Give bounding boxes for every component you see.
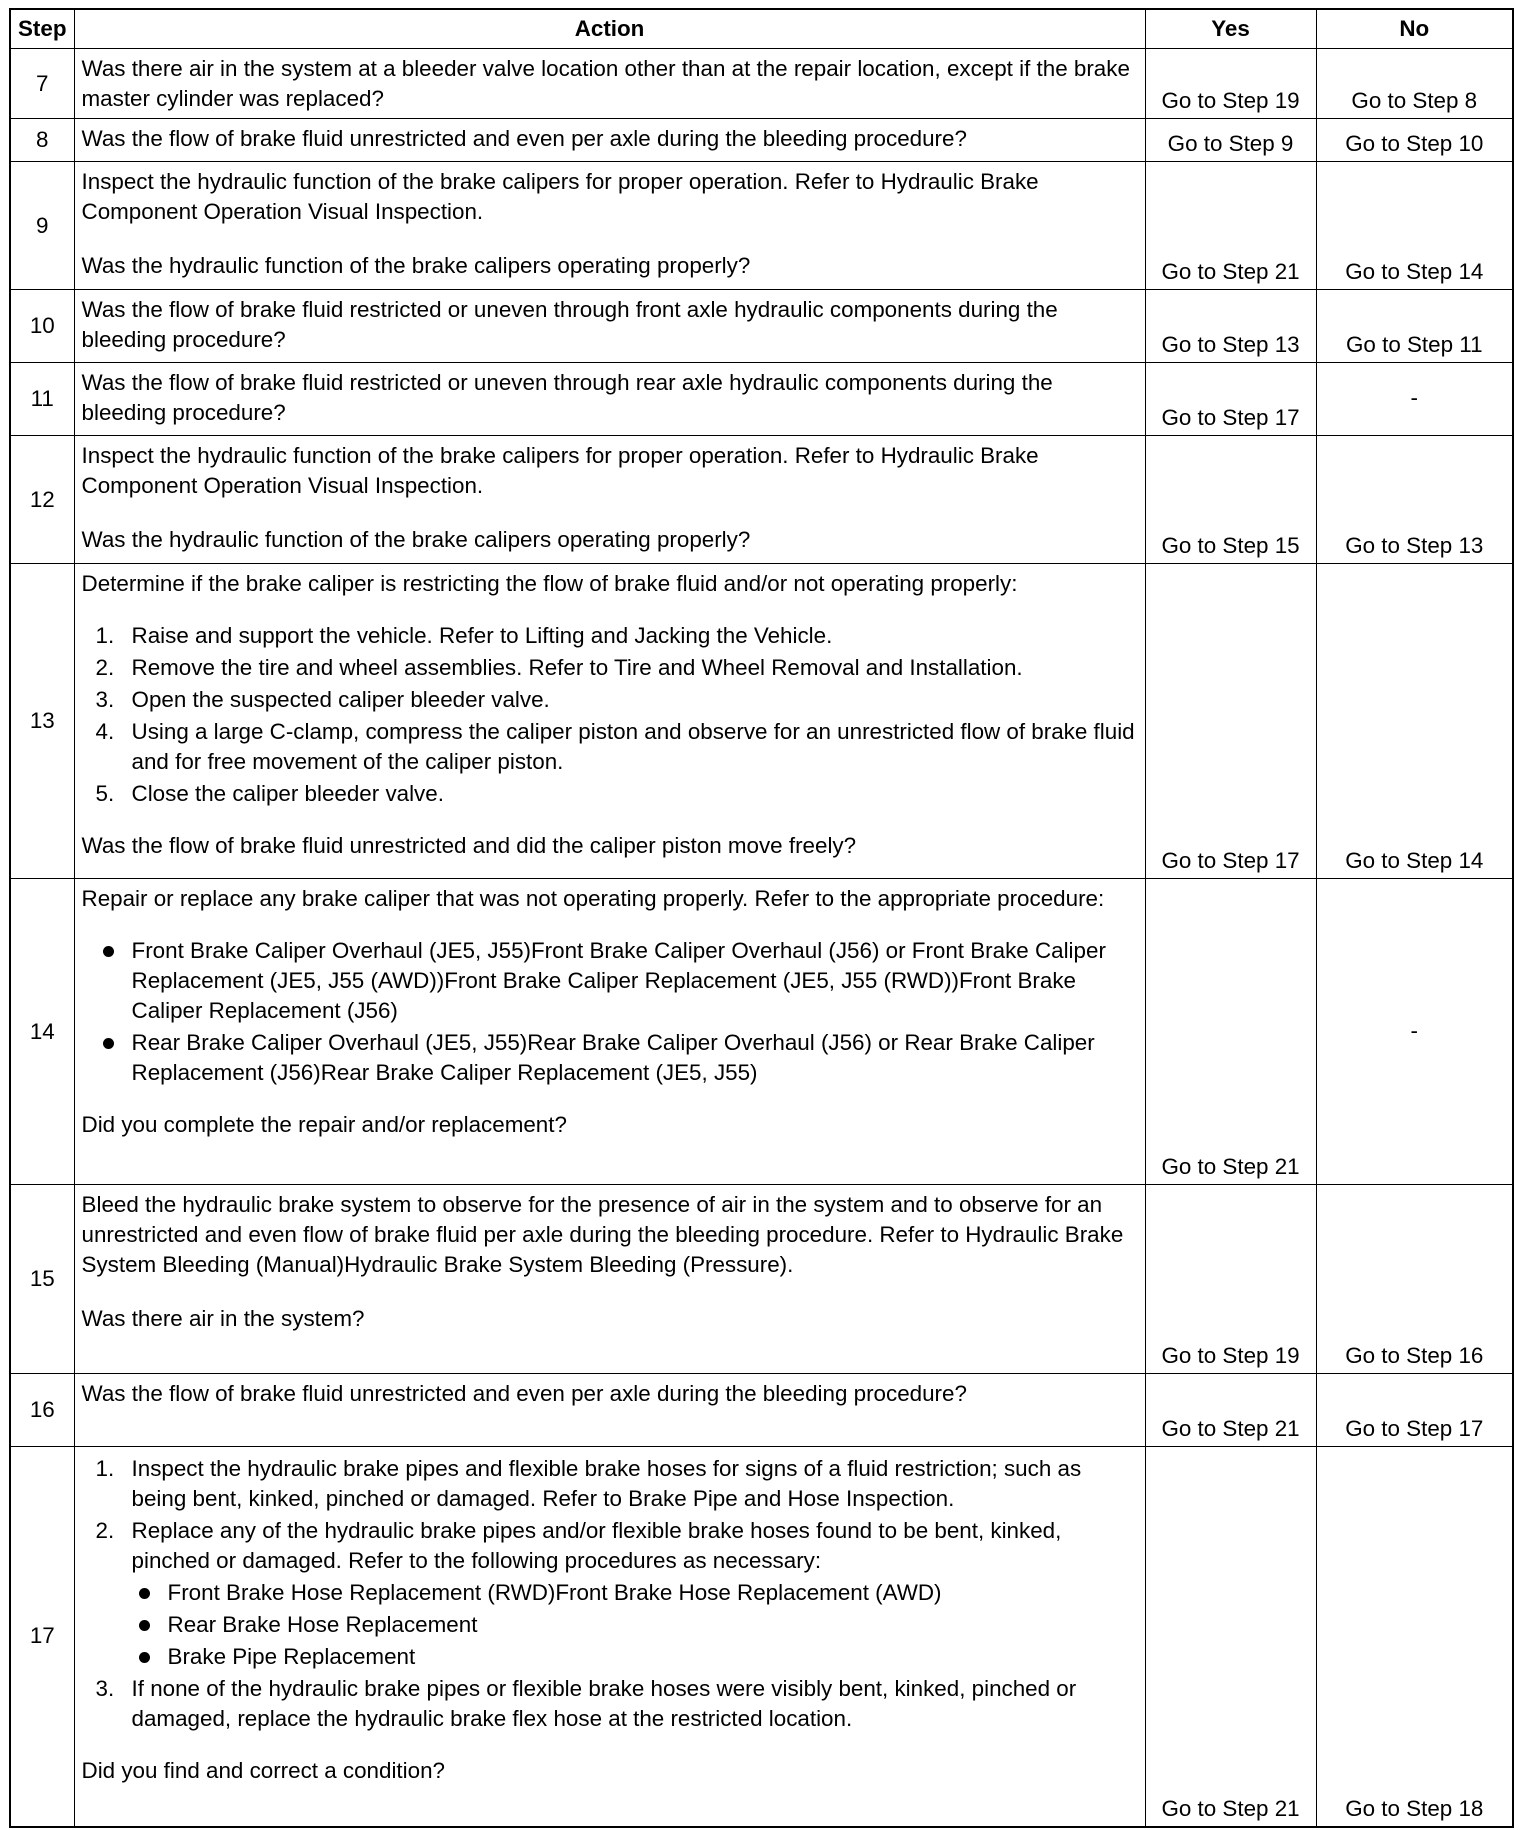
procedure-step: Close the caliper bleeder valve. [131,781,444,806]
no-cell: Go to Step 11 [1316,290,1513,363]
header-step: Step [10,9,74,49]
action-cell [74,564,1145,879]
procedure-bullet: Rear Brake Caliper Overhaul (JE5, J55)Rear Brake Caliper Overhaul (J56) or Rear Brake Caliper Replacement (J56)Rear Brake Caliper Replacement (JE5, J55) [82,1028,1138,1088]
no-cell: - [1316,879,1513,1185]
procedure-list [82,1454,1138,1734]
table-row [10,1374,1513,1447]
procedure-step: Raise and support the vehicle. Refer to Lifting and Jacking the Vehicle. [131,623,833,648]
question: Was the flow of brake fluid unrestricted and did the caliper piston move freely? [81,833,857,858]
no-cell: - [1316,363,1513,436]
step-number: 17 [10,1447,74,1827]
header-row [10,9,1513,49]
yes-cell: Go to Step 17 [1145,363,1316,436]
table-row [10,879,1513,1185]
yes-cell: Go to Step 21 [1145,1374,1316,1447]
yes-cell: Go to Step 13 [1145,290,1316,363]
procedure-bullet: Front Brake Caliper Overhaul (JE5, J55)Front Brake Caliper Overhaul (J56) or Front Brake Caliper Replacement (JE5, J55 (AWD))Front Brake Caliper Replacement (JE5, J55 (RWD))Front Brake Caliper Replacement (J56) [82,936,1138,1026]
question: Was there air in the system at a bleeder valve location other than at the repair location, except if the brake master cylinder was replaced? [81,56,1130,111]
step-number: 7 [10,49,74,119]
procedure-sub-bullet: Brake Pipe Replacement [132,1642,1138,1672]
step-number: 10 [10,290,74,363]
question: Was there air in the system? [81,1306,365,1331]
action-cell [74,363,1145,436]
table-row [10,1447,1513,1827]
procedure-step: Remove the tire and wheel assemblies. Refer to Tire and Wheel Removal and Installation. [131,655,1023,680]
yes-cell: Go to Step 21 [1145,162,1316,290]
step-number: 9 [10,162,74,290]
no-cell: Go to Step 13 [1316,436,1513,564]
action-cell [74,1374,1145,1447]
instruction: Repair or replace any brake caliper that was not operating properly. Refer to the appropriate procedure: [81,886,1105,911]
yes-cell: Go to Step 19 [1145,49,1316,119]
table-row [10,1185,1513,1374]
diagnostic-table [9,8,1514,1828]
no-cell: Go to Step 10 [1316,119,1513,162]
yes-cell: Go to Step 9 [1145,119,1316,162]
action-cell [74,290,1145,363]
no-cell: Go to Step 16 [1316,1185,1513,1374]
question: Was the hydraulic function of the brake calipers operating properly? [81,253,751,278]
procedure-step: Inspect the hydraulic brake pipes and flexible brake hoses for signs of a fluid restriction; such as being bent, kinked, pinched or damaged. Refer to Brake Pipe and Hose Inspection. [131,1456,1082,1511]
step-number: 14 [10,879,74,1185]
step-number: 8 [10,119,74,162]
instruction: Inspect the hydraulic function of the brake calipers for proper operation. Refer to Hydraulic Brake Component Operation Visual Inspection. [81,443,1039,498]
header-yes: Yes [1145,9,1316,49]
question: Was the flow of brake fluid restricted or uneven through front axle hydraulic components during the bleeding procedure? [81,297,1058,352]
no-cell: Go to Step 18 [1316,1447,1513,1827]
question: Was the flow of brake fluid unrestricted and even per axle during the bleeding procedure? [81,126,967,151]
question: Was the flow of brake fluid restricted or uneven through rear axle hydraulic components during the bleeding procedure? [81,370,1053,425]
procedure-sub-bullets [132,1578,1138,1672]
procedure-list [82,621,1138,809]
table-row [10,436,1513,564]
table-row [10,564,1513,879]
step-number: 12 [10,436,74,564]
no-cell: Go to Step 14 [1316,162,1513,290]
instruction: Inspect the hydraulic function of the brake calipers for proper operation. Refer to Hydraulic Brake Component Operation Visual Inspection. [81,169,1039,224]
yes-cell: Go to Step 21 [1145,879,1316,1185]
no-cell: Go to Step 8 [1316,49,1513,119]
table-row [10,363,1513,436]
yes-cell: Go to Step 19 [1145,1185,1316,1374]
action-cell [74,879,1145,1185]
question: Did you complete the repair and/or replacement? [81,1112,567,1137]
header-no: No [1316,9,1513,49]
procedure-step: Using a large C-clamp, compress the caliper piston and observe for an unrestricted flow of brake fluid and for free movement of the caliper piston. [131,719,1135,774]
question: Was the flow of brake fluid unrestricted and even per axle during the bleeding procedure? [81,1381,967,1406]
procedure-sub-bullet: Front Brake Hose Replacement (RWD)Front Brake Hose Replacement (AWD) [132,1578,1138,1608]
action-cell [74,49,1145,119]
question: Did you find and correct a condition? [81,1758,445,1783]
question: Was the hydraulic function of the brake calipers operating properly? [81,527,751,552]
table-row [10,49,1513,119]
step-number: 15 [10,1185,74,1374]
procedure-sub-bullet: Rear Brake Hose Replacement [132,1610,1138,1640]
action-cell [74,1185,1145,1374]
table-row [10,290,1513,363]
yes-cell: Go to Step 15 [1145,436,1316,564]
yes-cell: Go to Step 17 [1145,564,1316,879]
step-number: 11 [10,363,74,436]
action-cell [74,436,1145,564]
diagnostic-table-wrapper [9,8,1514,1828]
table-row [10,119,1513,162]
procedure-step-text: Replace any of the hydraulic brake pipes and/or flexible brake hoses found to be bent, kinked, pinched or damaged. Refer to the following procedures as necessary: [131,1518,1062,1573]
step-number: 16 [10,1374,74,1447]
procedure-step: Open the suspected caliper bleeder valve. [131,687,550,712]
table-row [10,162,1513,290]
no-cell: Go to Step 14 [1316,564,1513,879]
action-cell [74,1447,1145,1827]
action-cell [74,119,1145,162]
instruction: Bleed the hydraulic brake system to observe for the presence of air in the system and to observe for an unrestricted and even flow of brake fluid per axle during the bleeding procedure. Refer to Hydraulic Brake System Bleeding (Manual)Hydraulic Brake System Bleeding (Pressure). [81,1192,1124,1277]
procedure-step: If none of the hydraulic brake pipes or flexible brake hoses were visibly bent, kinked, pinched or damaged, replace the hydraulic brake flex hose at the restricted location. [131,1676,1077,1731]
header-action: Action [74,9,1145,49]
instruction: Determine if the brake caliper is restricting the flow of brake fluid and/or not operating properly: [81,571,1018,596]
procedure-bullets [82,936,1138,1088]
procedure-step [82,1516,1138,1672]
action-cell [74,162,1145,290]
step-number: 13 [10,564,74,879]
yes-cell: Go to Step 21 [1145,1447,1316,1827]
no-cell: Go to Step 17 [1316,1374,1513,1447]
